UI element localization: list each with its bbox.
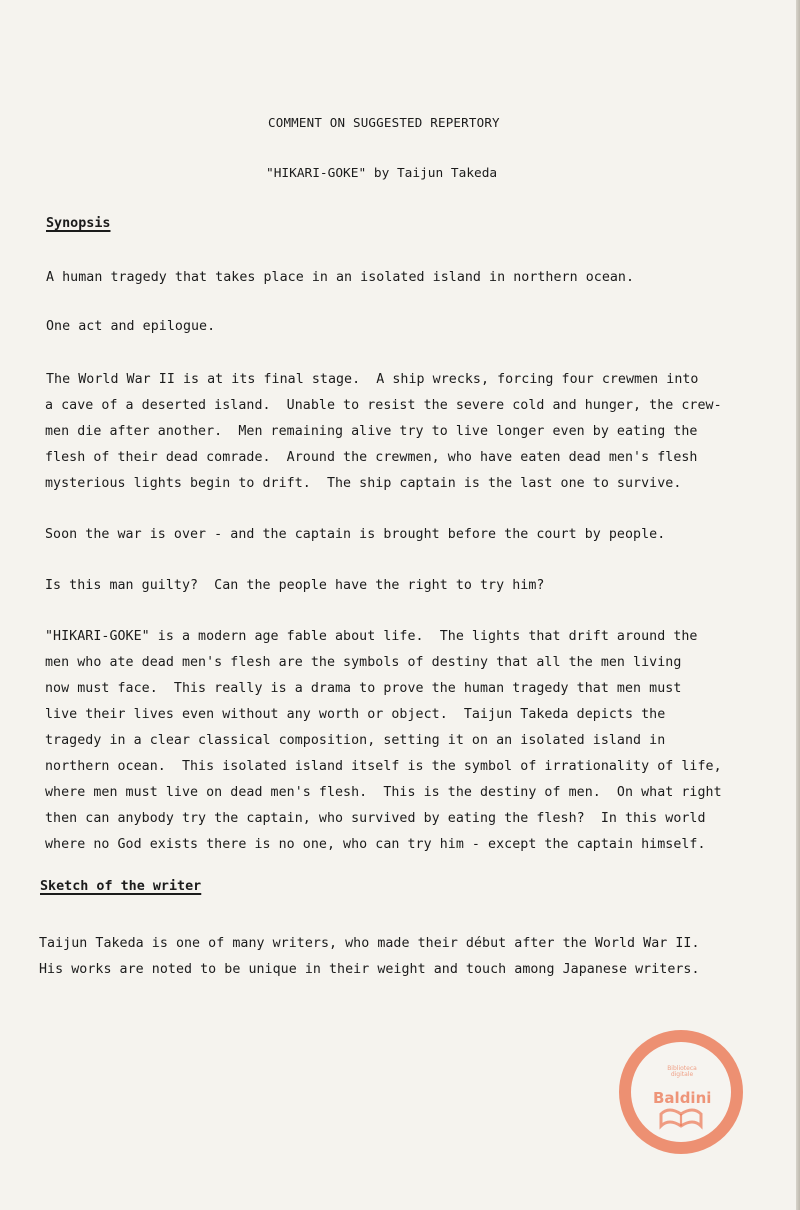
synopsis-paragraph-6-line-2: men who ate dead men's flesh are the symbols of destiny that all the men living (45, 655, 682, 670)
library-stamp-name: Baldini (653, 1089, 712, 1107)
synopsis-paragraph-6-line-9: where no God exists there is no one, who can try him - except the captain himself. (45, 837, 706, 852)
writer-paragraph-line-2: His works are noted to be unique in their weight and touch among Japanese writers. (39, 962, 700, 977)
synopsis-paragraph-3-line-4: flesh of their dead comrade. Around the crewmen, who have eaten dead men's flesh (45, 450, 698, 465)
synopsis-paragraph-6-line-3: now must face. This really is a drama to prove the human tragedy that men must (45, 681, 682, 696)
writer-heading: Sketch of the writer (40, 879, 202, 894)
document-title: COMMENT ON SUGGESTED REPERTORY (268, 115, 500, 130)
synopsis-paragraph-3-line-5: mysterious lights begin to drift. The ship captain is the last one to survive. (45, 476, 682, 491)
synopsis-paragraph-2: One act and epilogue. (46, 319, 216, 334)
synopsis-paragraph-5: Is this man guilty? Can the people have the right to try him? (45, 578, 545, 593)
document-subtitle: "HIKARI-GOKE" by Taijun Takeda (266, 166, 498, 181)
synopsis-paragraph-6-line-7: where men must live on dead men's flesh. This is the destiny of men. On what right (45, 785, 722, 800)
synopsis-paragraph-6-line-8: then can anybody try the captain, who survived by eating the flesh? In this world (45, 811, 706, 826)
synopsis-paragraph-6-line-1: "HIKARI-GOKE" is a modern age fable about life. The lights that drift around the (45, 629, 698, 644)
synopsis-paragraph-3-line-1: The World War II is at its final stage. A ship wrecks, forcing four crewmen into (46, 372, 699, 387)
writer-paragraph-line-1: Taijun Takeda is one of many writers, who made their début after the World War II. (39, 936, 700, 951)
book-icon (657, 1104, 705, 1128)
library-stamp-top-text: Biblioteca digitale (667, 1065, 697, 1078)
library-stamp (619, 1030, 743, 1154)
synopsis-paragraph-3-line-2: a cave of a deserted island. Unable to resist the severe cold and hunger, the crew- (45, 398, 722, 413)
synopsis-paragraph-1: A human tragedy that takes place in an isolated island in northern ocean. (46, 270, 635, 285)
synopsis-paragraph-4: Soon the war is over - and the captain is brought before the court by people. (45, 527, 666, 542)
synopsis-heading: Synopsis (46, 216, 111, 231)
synopsis-paragraph-6-line-4: live their lives even without any worth or object. Taijun Takeda depicts the (45, 707, 666, 722)
synopsis-paragraph-3-line-3: men die after another. Men remaining alive try to live longer even by eating the (45, 424, 698, 439)
page-edge-shadow (796, 0, 800, 1210)
synopsis-paragraph-6-line-6: northern ocean. This isolated island itself is the symbol of irrationality of life, (45, 759, 722, 774)
synopsis-paragraph-6-line-5: tragedy in a clear classical composition, setting it on an isolated island in (45, 733, 666, 748)
